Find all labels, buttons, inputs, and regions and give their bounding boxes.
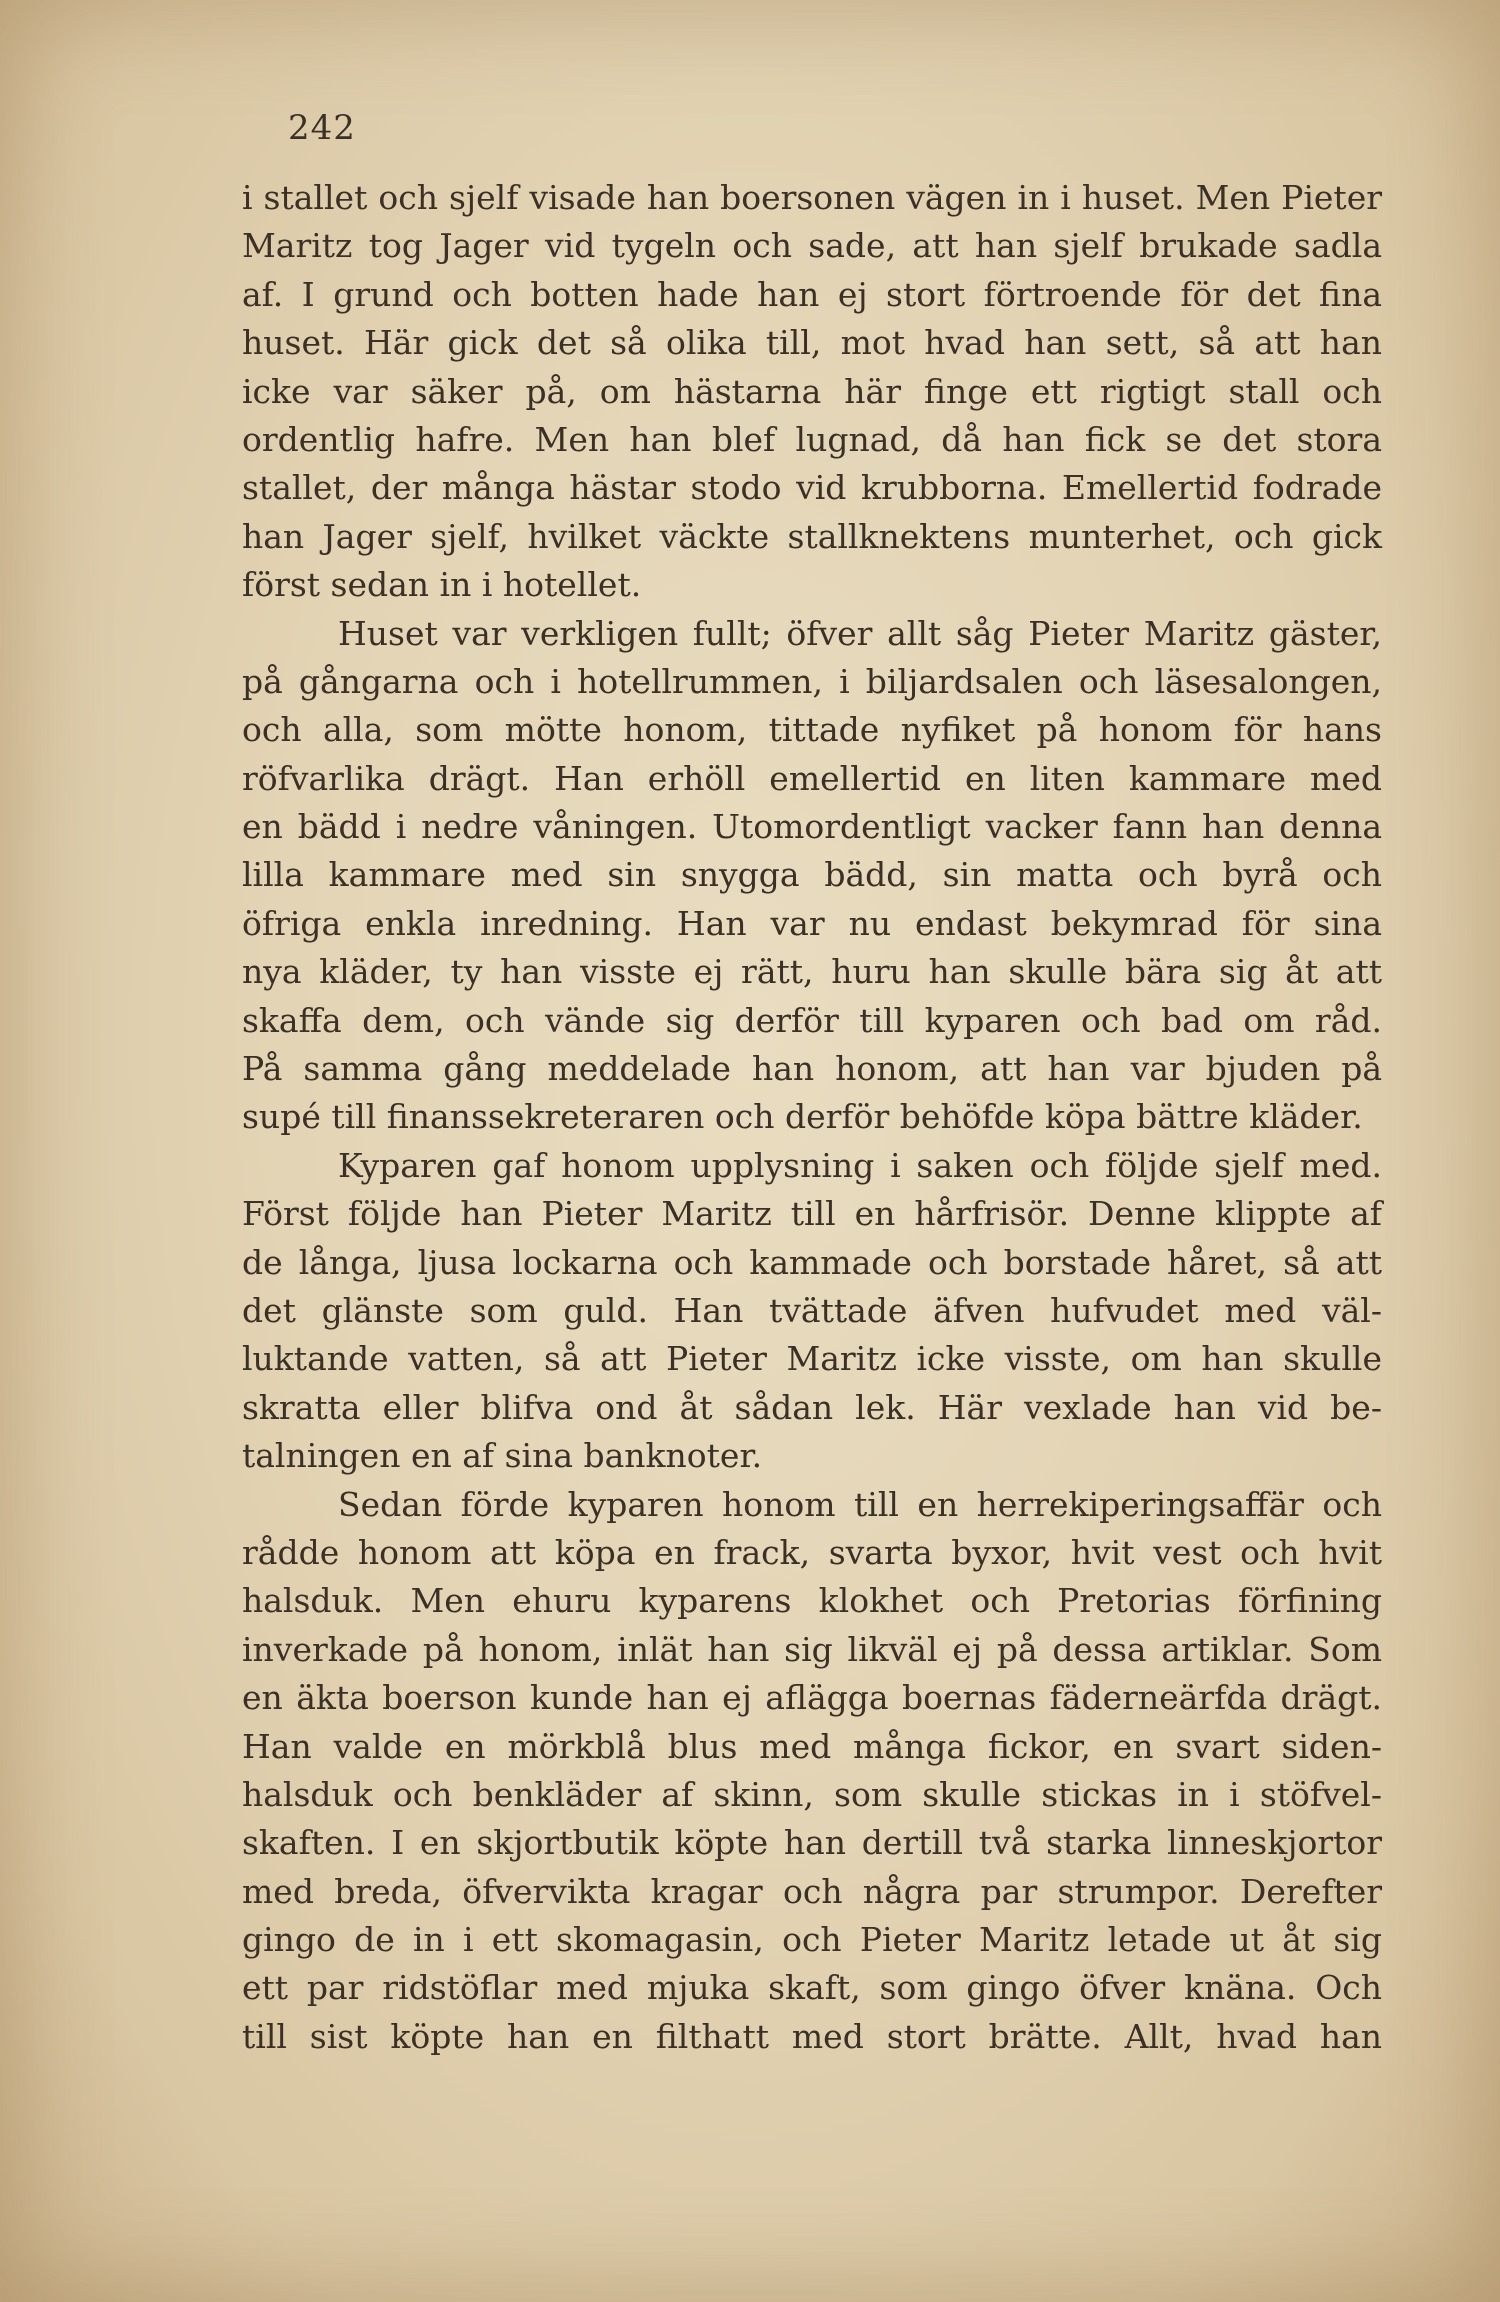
page-number: 242 [288,108,356,148]
text-line: halsduk och benkläder af skinn, som skulle stickas in i stöfvel- [242,1774,1382,1814]
text-line: gingo de in i ett skomagasin, och Pieter Maritz letade ut åt sig [242,1920,1382,1960]
text-line: skaffa dem, och vände sig derför till kyparen och bad om råd. [242,1000,1382,1040]
text-line: talningen en af sina banknoter. [242,1436,763,1476]
text-line: stallet, der många hästar stodo vid krubborna. Emellertid fodrade [242,468,1382,508]
text-line: Kyparen gaf honom upplysning i saken och följde sjelf med. [338,1145,1382,1185]
text-line: icke var säker på, om hästarna här finge ett rigtigt stall och [242,371,1382,411]
text-line: i stallet och sjelf visade han boersonen vägen in i huset. Men Pieter [242,178,1382,217]
text-line: skaften. I en skjortbutik köpte han dertill två starka linneskjortor [242,1823,1382,1863]
text-line: det glänste som guld. Han tvättade äfven hufvudet med väl- [242,1290,1382,1330]
text-line: luktande vatten, så att Pieter Maritz icke visste, om han skulle [242,1339,1382,1379]
text-line: och alla, som mötte honom, tittade nyfiket på honom för hans [242,710,1382,750]
text-line: ordentlig hafre. Men han blef lugnad, då han fick se det stora [242,419,1382,459]
text-line: Huset var verkligen fullt; öfver allt såg Pieter Maritz gäster, [338,613,1382,653]
text-line: han Jager sjelf, hvilket väckte stallknektens munterhet, och gick [242,516,1382,556]
text-line: en äkta boerson kunde han ej aflägga boernas fäderneärfda drägt. [242,1678,1382,1718]
body-text [242,174,1382,2061]
text-line: skratta eller blifva ond åt sådan lek. Här vexlade han vid be- [242,1387,1382,1427]
text-line: de långa, ljusa lockarna och kammade och borstade håret, så att [242,1242,1382,1282]
text-line: lilla kammare med sin snygga bädd, sin matta och byrå och [242,855,1382,895]
text-line: på gångarna och i hotellrummen, i biljardsalen och läsesalongen, [242,661,1382,701]
text-line: huset. Här gick det så olika till, mot hvad han sett, så att han [242,323,1382,363]
text-line: en bädd i nedre våningen. Utomordentligt vacker fann han denna [242,807,1382,847]
text-line: Först följde han Pieter Maritz till en hårfrisör. Denne klippte af [242,1194,1382,1234]
text-line: först sedan in i hotellet. [242,565,642,605]
text-line: öfriga enkla inredning. Han var nu endast bekymrad för sina [242,903,1382,943]
text-line: rådde honom att köpa en frack, svarta byxor, hvit vest och hvit [242,1532,1382,1572]
text-line: af. I grund och botten hade han ej stort förtroende för det fina [242,274,1382,314]
text-line: inverkade på honom, inlät han sig likväl ej på dessa artiklar. Som [242,1629,1382,1669]
text-line: Sedan förde kyparen honom till en herrekiperingsaffär och [338,1484,1382,1524]
text-line: till sist köpte han en filthatt med stort brätte. Allt, hvad han [242,2016,1382,2056]
text-line: nya kläder, ty han visste ej rätt, huru han skulle bära sig åt att [242,952,1382,992]
text-line: Maritz tog Jager vid tygeln och sade, att han sjelf brukade sadla [242,226,1382,266]
text-line: Han valde en mörkblå blus med många fickor, en svart siden- [242,1726,1382,1766]
text-line: halsduk. Men ehuru kyparens klokhet och Pretorias förfining [242,1581,1382,1621]
text-line: supé till finanssekreteraren och derför behöfde köpa bättre kläder. [242,1097,1363,1137]
text-line: med breda, öfvervikta kragar och några par strumpor. Derefter [242,1871,1382,1911]
text-line: röfvarlika drägt. Han erhöll emellertid en liten kammare med [242,758,1382,798]
text-line: På samma gång meddelade han honom, att han var bjuden på [242,1049,1382,1089]
text-line: ett par ridstöflar med mjuka skaft, som gingo öfver knäna. Och [242,1968,1382,2008]
